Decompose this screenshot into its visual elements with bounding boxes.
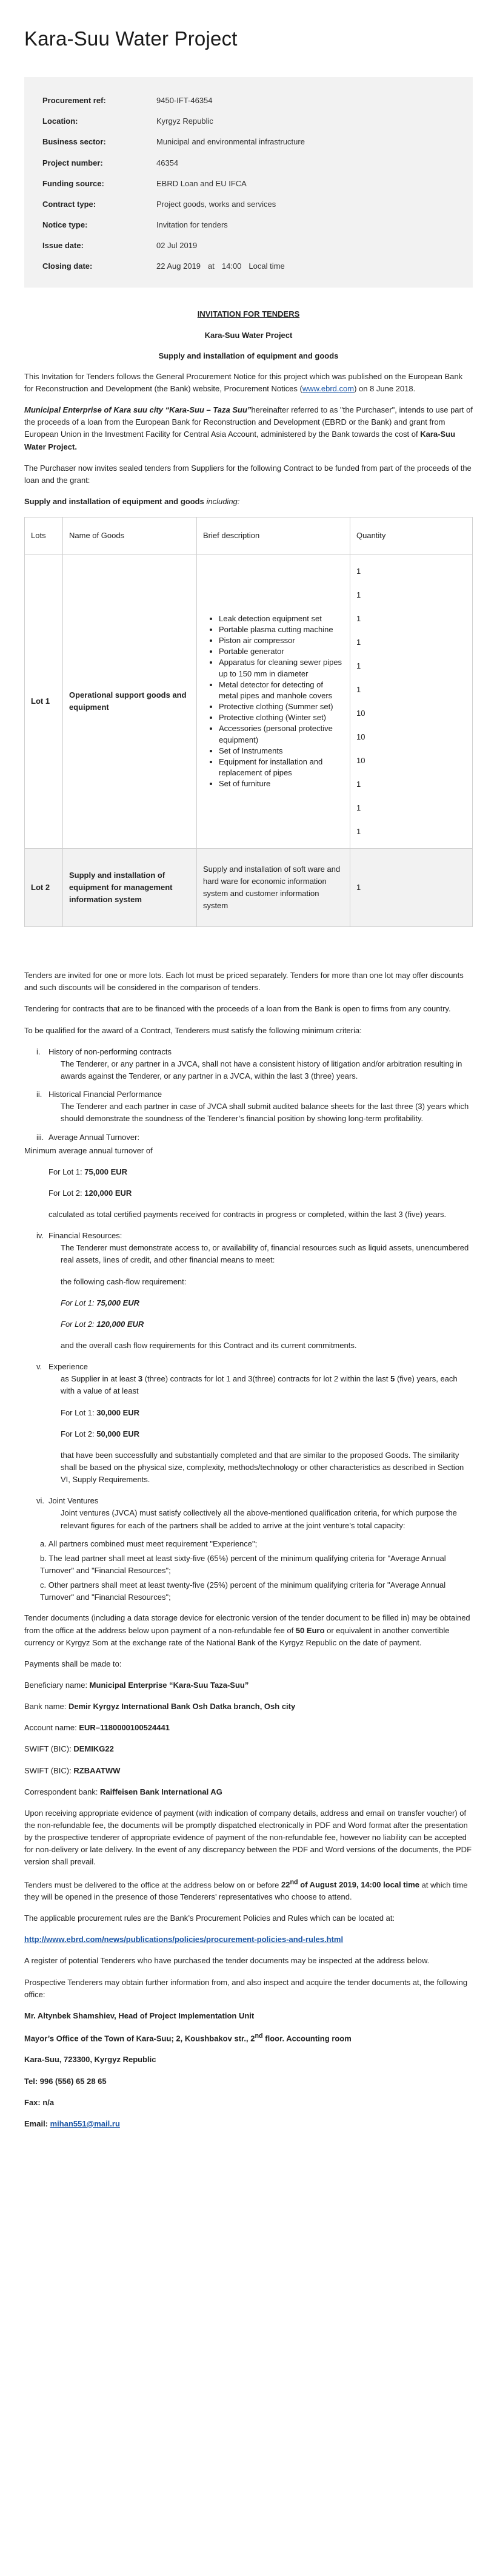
text: nd [290,1878,298,1886]
lot-description [197,555,350,849]
meta-row [42,215,455,235]
email-link[interactable]: mihan551@mail.ru [50,2119,120,2128]
contract-scope [24,496,473,508]
list-item: c. Other partners shall meet at least twenty-five (25%) percent of the minimum qualifying criteria for "Average Annual Turnover" and "Financial Resources"; [40,1580,446,1602]
contact-tel: Tel: 996 (556) 65 28 65 [24,2076,107,2086]
cash-flow-label: the following cash-flow requirement: [61,1276,187,1286]
criterion-text: Joint ventures (JVCA) must satisfy collectively all the above-mentioned qualification criteria, for which purpose the relevant figures for each of the partners shall be added to arrive at the joint venture’s total capacity: [61,1508,457,1530]
turnover-lot1 [48,1166,473,1178]
list-item: • Accessories (personal protective equipment) [219,723,344,745]
turnover-min: Minimum average annual turnover of [24,1145,153,1155]
meta-row [42,153,455,174]
project-name-bold: Kara-Suu Water Project. [24,430,456,451]
criteria-list [24,1046,473,1144]
closing-date-value [156,260,455,272]
notice-contract-name: Supply and installation of equipment and goods [158,351,339,360]
criterion-title [36,1361,473,1373]
text: Correspondent bank: [24,1787,101,1796]
list-item: • Piston air compressor [219,635,344,646]
text: iii. [36,1132,44,1142]
turnover-block [24,1166,473,1221]
quantity: 1 [356,684,361,694]
criterion [36,1230,473,1352]
text: (three) contracts for lot 1 and 3(three) contracts for lot 2 within the last [142,1374,391,1384]
text: 22 [281,1880,290,1889]
page-header [0,0,497,77]
meta-value: 46354 [156,158,179,167]
text: (five) years, each with a value of at least [61,1374,458,1396]
account-name [24,1722,473,1734]
lots-paragraph: Tenders are invited for one or more lots. Each lot must be priced separately. Tenders for more than one lot may offer discounts and such discounts will be considered in the comparison of tenders. [24,971,464,993]
text: Financial Resources: [48,1231,122,1241]
closing-date: 22 Aug 2019 [156,261,201,271]
quantity: 1 [350,849,473,927]
contact-person: Mr. Altynbek Shamshiev, Head of Project Implementation Unit [24,2011,255,2020]
list-item: • Apparatus for cleaning sewer pipes up to 150 mm in diameter [219,657,344,679]
text: For Lot 1: [48,1167,85,1176]
meta-row [42,235,455,256]
meta-value: Invitation for tenders [156,220,228,229]
criterion-text: The Tenderer must demonstrate access to, or availability of, financial resources such as liquid assets, unencumbered real assets, lines of credit, and other financial means to meet: [61,1243,469,1265]
criterion-text: The Tenderer and each partner in case of JVCA shall submit audited balance sheets for the last three (3) years which should demonstrate the soundness of the Tenderer’s financial position by showing long-term profitability. [61,1102,469,1124]
text: SWIFT (BIC): [24,1765,74,1775]
experience-text [61,1373,473,1397]
text: floor. Accounting room [262,2034,352,2043]
quantity: 1 [356,590,361,599]
criterion [36,1131,473,1144]
purchaser-name: Municipal Enterprise of Kara suu city “Kara-Suu – Taza Suu” [24,405,252,415]
lot-description: Supply and installation of soft ware and hard ware for economic information system and customer information system [197,849,350,927]
rules-link-line [24,1934,473,1946]
swift-code [24,1743,473,1755]
contact-email [24,2118,473,2130]
text: Bank name: [24,1702,68,1711]
text: of August 2019, 14:00 local time [298,1880,420,1889]
meta-key: Closing date: [42,261,93,271]
intro-paragraph [24,371,473,395]
meta-key: Notice type: [42,220,88,229]
text: vi. [36,1496,44,1506]
text: v. [36,1362,42,1372]
text: Mayor’s Office of the Town of Kara-Suu; 2, Koushbakov str., 2 [24,2034,255,2043]
turnover-calc: calculated as total certified payments received for contracts in progress or completed, within the last 3 (five) years. [48,1210,447,1219]
cash-flow-lot2 [61,1318,473,1330]
meta-key: Procurement ref: [42,96,106,106]
cash-flow-lot1 [61,1297,473,1309]
text: 5 [390,1374,395,1384]
meta-value: 9450-IFT-46354 [156,96,213,106]
turnover-lot2 [48,1187,473,1199]
list-item: • Set of furniture [219,778,344,789]
table-row [25,849,473,927]
text: 120,000 EUR [84,1188,132,1198]
text: Experience [48,1362,88,1372]
beneficiary [24,1679,473,1691]
text: 75,000 EUR [84,1167,128,1176]
text: For Lot 1: [61,1408,97,1417]
text: nd [255,2032,263,2040]
eligibility-paragraph: Tendering for contracts that are to be financed with the proceeds of a loan from the Bank is open to firms from any country. [24,1004,451,1014]
meta-row [42,90,455,111]
criterion [36,1361,473,1486]
bank-name [24,1701,473,1713]
lots-table [24,517,473,927]
text: For Lot 2: [61,1319,97,1329]
notice-project-name: Kara-Suu Water Project [204,330,293,340]
criterion [36,1088,473,1125]
text: Average Annual Turnover: [48,1132,140,1142]
meta-row [42,194,455,215]
closing-at: at [208,261,215,271]
procurement-details [24,77,473,288]
list-item: • Portable generator [219,646,344,657]
text: hereinafter referred to as "the Purchaser", intends to use part of the proceeds of a loan from the European Bank for Reconstruction and Development (EBRD or the Bank) and grant from European Union in the Investment Facility for Central Asia Account, administered by the Bank towards the cost of [24,405,473,439]
meta-row-closing [42,256,455,277]
text: Municipal Enterprise “Kara-Suu Taza-Suu” [89,1681,249,1690]
text: Tender documents (including a data storage device for electronic version of the tender document to be filled in) may be obtained from the office at the address below upon payment of a non-refundable fee of [24,1613,470,1635]
text: EUR–1180000100524441 [79,1723,170,1733]
list-item: • Metal detector for detecting of metal pipes and manhole covers [219,679,344,701]
text: at which time they will be opened in the presence of those Tenderers’ representatives who choose to attend. [24,1880,468,1902]
quantity: 10 [356,708,365,718]
list-item: • Portable plasma cutting machine [219,624,344,635]
quantity: 1 [356,779,361,789]
text: RZBAATWW [73,1765,121,1775]
list-item: • Leak detection equipment set [219,613,344,624]
contact-address [24,2031,473,2045]
meta-key: Issue date: [42,241,84,251]
criterion-title [36,1088,473,1101]
contact-city: Kara-Suu, 723300, Kyrgyz Republic [24,2055,156,2065]
meta-row [42,132,455,152]
criterion-body [36,1373,473,1486]
deadline-bold [281,1880,419,1889]
meta-value: EBRD Loan and EU IFCA [156,178,247,188]
lot-number: Lot 1 [25,555,63,849]
quantity: 1 [356,803,361,812]
table-row [25,555,473,849]
quantity: 1 [356,613,361,623]
criterion [36,1046,473,1082]
header-quantity: Quantity [350,518,473,555]
text: Raiffeisen Bank International AG [100,1787,222,1796]
tender-docs-paragraph [24,1612,473,1648]
text: 50,000 EUR [96,1429,140,1438]
office-paragraph: Prospective Tenderers may obtain further information from, and also inspect and acquire the tender documents at, the following office: [24,1977,468,1999]
text: as Supplier in at least [61,1374,138,1384]
criterion-body [36,1242,473,1352]
list-item: • Protective clothing (Winter set) [219,712,344,723]
criterion-title [36,1230,473,1242]
deadline-paragraph [24,1878,473,1904]
invitation-paragraph: The Purchaser now invites sealed tenders from Suppliers for the following Contract to be funded from part of the proceeds of the loan and the grant: [24,463,472,485]
meta-value: 02 Jul 2019 [156,241,198,251]
text: For Lot 2: [61,1429,97,1438]
quantity: 10 [356,732,365,741]
text: Account name: [24,1723,79,1733]
text: This Invitation for Tenders follows the General Procurement Notice for this project which was published on the European Bank for Reconstruction and Development (the Bank) website, Procurement Notices ( [24,371,463,393]
cash-flow-overall: and the overall cash flow requirements for this Contract and its current commitments. [61,1341,357,1350]
meta-key: Contract type: [42,199,96,209]
quantity: 1 [356,826,361,836]
criterion-title [36,1046,473,1058]
lot-name: Supply and installation of equipment for management information system [63,849,197,927]
quantity: 10 [356,755,365,765]
text: For Lot 1: [61,1298,97,1307]
lot-number: Lot 2 [25,849,63,927]
text: For Lot 2: [48,1188,85,1198]
text: Demir Kyrgyz International Bank Osh Datka branch, Osh city [68,1702,296,1711]
text: or equivalent in another convertible currency or Kyrgyz Som at the exchange rate of the National Bank of the Kyrgyz Republic on the date of payment. [24,1625,450,1647]
meta-row [42,111,455,132]
jv-requirements [24,1538,473,1604]
text: 50 Euro [295,1625,325,1635]
notice-heading: INVITATION FOR TENDERS [197,309,300,319]
quantity: 1 [356,661,361,670]
closing-timezone: Local time [248,261,285,271]
list-item: • Protective clothing (Summer set) [219,701,344,712]
meta-row [42,174,455,194]
criterion-title [36,1131,473,1144]
table-header-row [25,518,473,555]
register-paragraph: A register of potential Tenderers who have purchased the tender documents may be inspected at the address below. [24,1956,430,1966]
text: i. [36,1047,41,1056]
meta-value: Kyrgyz Republic [156,116,213,126]
swift-code [24,1765,473,1777]
text: History of non-performing contracts [48,1047,172,1056]
lot-name: Operational support goods and equipment [63,555,197,849]
ebrd-link[interactable]: www.ebrd.com [302,383,355,393]
notice-body [0,288,497,2130]
meta-value: Municipal and environmental infrastructure [156,137,305,147]
quantity: 1 [356,566,361,576]
dispatch-paragraph: Upon receiving appropriate evidence of payment (with indication of company details, address and email on transfer voucher) of the non-refundable fee, the documents will be promptly dispatched electronically in PDF and Word format after the presentation by the prospective tenderer of appropriate evidence of payment of the non-refundable fee, however no liability can be accepted for non-delivery or late delivery. In the event of any discrepancy between the PDF and Word versions of the documents, the PDF version shall prevail. [24,1808,472,1867]
contact-fax: Fax: n/a [24,2097,55,2107]
text: Email: [24,2119,50,2128]
correspondent-bank [24,1786,473,1798]
rules-link[interactable]: http://www.ebrd.com/news/publications/policies/procurement-policies-and-rules.html [24,1935,344,1944]
header-name: Name of Goods [63,518,197,555]
text: SWIFT (BIC): [24,1744,74,1754]
text: 75,000 EUR [96,1298,140,1307]
criteria-intro: To be qualified for the award of a Contract, Tenderers must satisfy the following minimum criteria: [24,1025,362,1035]
quantity: 1 [356,637,361,647]
text: 3 [138,1374,143,1384]
meta-key: Location: [42,116,78,126]
text: DEMIKG22 [73,1744,114,1754]
criterion-text: The Tenderer, or any partner in a JVCA, shall not have a consistent history of litigation and/or arbitration resulting in awards against the Tenderer, or any partner in a JVCA, within the last 3 (three) years. [61,1059,462,1081]
criteria-list [24,1230,473,1532]
payments-label: Payments shall be made to: [24,1659,122,1668]
list-item: • Equipment for installation and replacement of pipes [219,757,344,778]
text: iv. [36,1231,44,1241]
experience-lot1 [61,1407,473,1419]
text: Supply and installation of equipment and goods [24,496,204,506]
meta-key: Project number: [42,158,103,167]
header-lots: Lots [25,518,63,555]
experience-similarity: that have been successfully and substantially completed and that are similar to the proposed Goods. The similarity shall be based on the physical size, complexity, methods/technology or other characteristics as described in Section VI, Supply Requirements. [61,1450,464,1485]
experience-lot2 [61,1428,473,1440]
text: Historical Financial Performance [48,1090,162,1099]
text: including: [206,496,240,506]
list-item: a. All partners combined must meet requirement "Experience"; [40,1539,258,1548]
text: 30,000 EUR [96,1408,140,1417]
page-title: Kara-Suu Water Project [24,27,238,50]
text: Beneficiary name: [24,1681,90,1690]
rules-paragraph: The applicable procurement rules are the Bank’s Procurement Policies and Rules which can be located at: [24,1913,395,1923]
text: ) on 8 June 2018. [354,383,416,393]
meta-key: Business sector: [42,137,106,147]
lot-quantities [350,555,473,849]
criterion [36,1495,473,1531]
header-description: Brief description [197,518,350,555]
list-item: • Set of Instruments [219,746,344,757]
purchaser-paragraph [24,404,473,453]
list-item: b. The lead partner shall meet at least sixty-five (65%) percent of the minimum qualifying criteria for "Average Annual Turnover" and "Financial Resources"; [40,1553,446,1576]
meta-key: Funding source: [42,178,104,188]
text: ii. [36,1090,42,1099]
text: Joint Ventures [48,1496,99,1506]
criterion-title [36,1495,473,1507]
text: 120,000 EUR [96,1319,144,1329]
closing-time: 14:00 [221,261,242,271]
text: Tenders must be delivered to the office at the address below on or before [24,1880,281,1889]
meta-value: Project goods, works and services [156,199,276,209]
